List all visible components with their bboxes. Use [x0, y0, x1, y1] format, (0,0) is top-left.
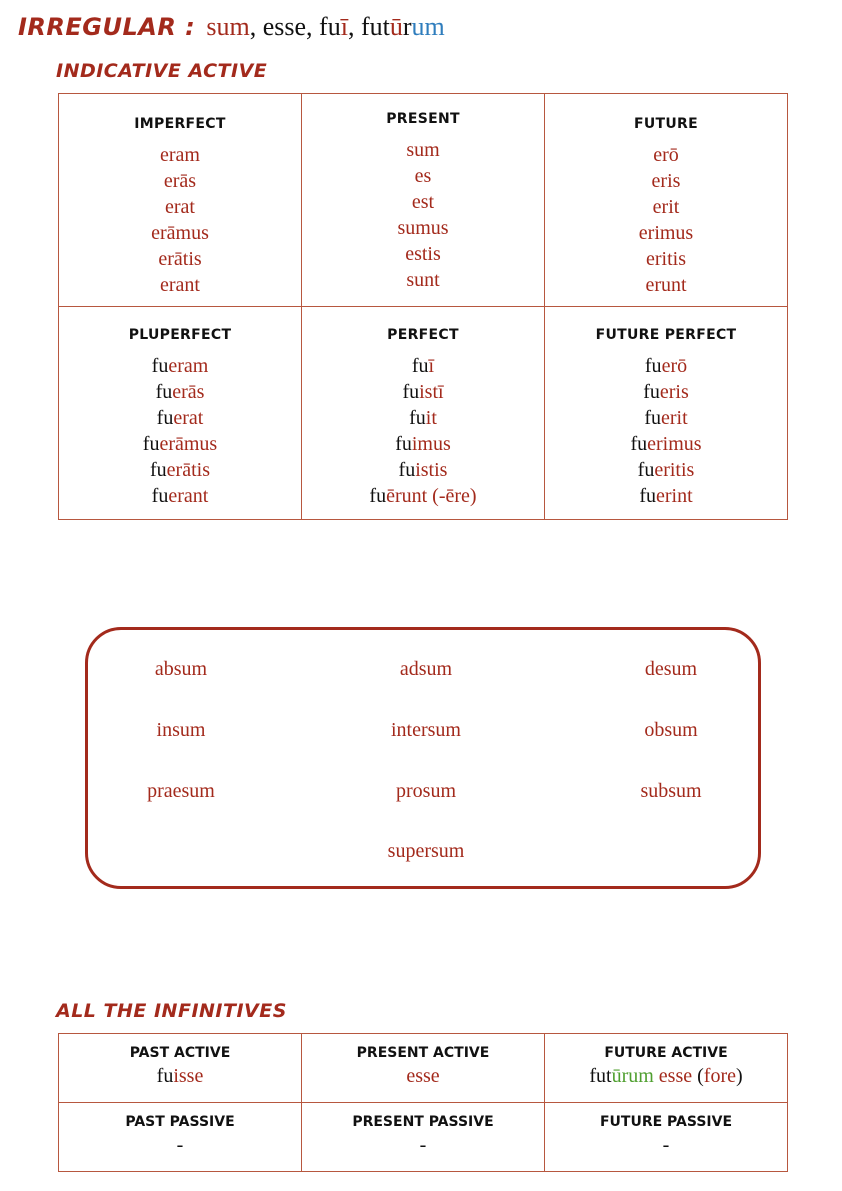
future-active-header: FUTURE ACTIVE — [604, 1045, 728, 1061]
future-perfect-forms — [545, 353, 787, 509]
ending: erāmus — [159, 433, 218, 455]
form — [302, 353, 544, 379]
stem: fu — [150, 459, 167, 481]
stem: fu — [644, 355, 662, 377]
form — [545, 431, 787, 457]
form — [302, 431, 544, 457]
future-active-value — [545, 1063, 787, 1089]
stem: fu — [398, 459, 416, 481]
compound-word: adsum — [399, 658, 453, 680]
present-active-cell — [302, 1034, 545, 1103]
form: erunt — [645, 274, 687, 296]
form: erit — [652, 196, 680, 218]
ending: erātis — [166, 459, 210, 481]
compound-word: supersum — [387, 840, 465, 862]
imperfect-header: IMPERFECT — [134, 116, 226, 132]
compound-word: absum — [154, 658, 208, 680]
paren-open: ( — [692, 1065, 704, 1087]
alt-ending: (-ēre) — [427, 485, 477, 507]
stem: fu — [156, 1065, 174, 1087]
fut-esse: esse — [653, 1065, 693, 1087]
stem: fu — [155, 381, 173, 403]
form — [545, 483, 787, 509]
pp-fut-r: r — [402, 12, 412, 41]
stem: fu — [644, 407, 661, 429]
form — [302, 483, 544, 509]
form — [302, 379, 544, 405]
compound-word: desum — [644, 658, 698, 680]
infinitives-heading: ALL THE INFINITIVES — [56, 1000, 287, 1022]
present-passive-value: - — [419, 1134, 427, 1156]
ending: erimus — [647, 433, 702, 455]
stem: fu — [151, 355, 169, 377]
present-passive-header: PRESENT PASSIVE — [352, 1114, 494, 1130]
future-passive-cell — [545, 1103, 788, 1172]
fut-stem: fut — [589, 1065, 612, 1087]
future-passive-value: - — [662, 1134, 670, 1156]
indicative-table — [58, 93, 788, 520]
form — [59, 483, 301, 509]
pluperfect-cell — [59, 307, 302, 520]
pp-fui-ending: ī — [340, 12, 348, 41]
stem: fu — [639, 485, 656, 507]
imperfect-forms — [59, 142, 301, 298]
form: erant — [160, 274, 200, 296]
perfect-cell — [302, 307, 545, 520]
compound-word: subsum — [640, 780, 702, 802]
stem: fu — [411, 355, 429, 377]
stem: fu — [369, 485, 387, 507]
form: erās — [163, 170, 197, 192]
paren-close: ) — [735, 1065, 743, 1087]
compounds-box — [85, 627, 761, 889]
page-title: IRREGULAR : — [18, 13, 196, 41]
form: erātis — [158, 248, 202, 270]
ending: erant — [168, 485, 209, 507]
ending: erit — [661, 407, 688, 429]
stem: fu — [151, 485, 169, 507]
ending: ī — [428, 355, 435, 377]
ending: eritis — [654, 459, 695, 481]
compound-word: obsum — [644, 719, 698, 741]
ending: istī — [419, 381, 444, 403]
perfect-header: PERFECT — [387, 327, 459, 343]
stem: fu — [409, 407, 426, 429]
future-cell — [545, 94, 788, 307]
form: eram — [160, 144, 200, 166]
compound-word: insum — [156, 719, 206, 741]
compound-word: prosum — [396, 780, 456, 802]
future-active-cell — [545, 1034, 788, 1103]
compound-word: intersum — [391, 719, 461, 741]
ending: it — [425, 407, 437, 429]
form: erimus — [638, 222, 694, 244]
form: sumus — [397, 217, 449, 239]
past-active-header: PAST ACTIVE — [129, 1045, 231, 1061]
ending: eram — [168, 355, 209, 377]
ending: isse — [173, 1065, 204, 1087]
form — [545, 457, 787, 483]
ending: eris — [659, 381, 689, 403]
form — [302, 405, 544, 431]
form — [545, 379, 787, 405]
pp-esse: , esse, fu — [249, 12, 341, 41]
form — [59, 379, 301, 405]
stem: fu — [395, 433, 412, 455]
present-cell — [302, 94, 545, 307]
ending: erat — [173, 407, 204, 429]
form — [59, 457, 301, 483]
form: eris — [651, 170, 681, 192]
present-header: PRESENT — [386, 111, 460, 127]
form — [545, 353, 787, 379]
form: es — [414, 165, 432, 187]
form — [302, 457, 544, 483]
ending: istis — [415, 459, 448, 481]
future-forms — [545, 142, 787, 298]
form: eritis — [646, 248, 686, 270]
perfect-forms — [302, 353, 544, 509]
title-row — [18, 12, 445, 46]
future-passive-header: FUTURE PASSIVE — [599, 1114, 733, 1130]
future-perfect-header: FUTURE PERFECT — [595, 327, 737, 343]
past-active-cell — [59, 1034, 302, 1103]
form: sunt — [406, 269, 440, 291]
pp-fut-u: ū — [389, 12, 403, 41]
stem: fu — [630, 433, 648, 455]
form — [545, 405, 787, 431]
stem: fu — [142, 433, 160, 455]
form: erat — [165, 196, 195, 218]
form — [59, 353, 301, 379]
past-passive-cell — [59, 1103, 302, 1172]
form: sum — [406, 139, 440, 161]
present-active-value: esse — [406, 1065, 440, 1087]
compound-word: praesum — [147, 780, 215, 802]
pp-sum: sum — [206, 12, 250, 41]
pp-fut-stem: , fut — [347, 12, 390, 41]
form: est — [411, 191, 435, 213]
form — [59, 431, 301, 457]
future-header: FUTURE — [634, 116, 698, 132]
imperfect-cell — [59, 94, 302, 307]
fut-ending: ūrum — [611, 1065, 654, 1087]
principal-parts — [206, 12, 444, 41]
future-perfect-cell — [545, 307, 788, 520]
ending: erās — [172, 381, 205, 403]
form — [59, 405, 301, 431]
ending: erō — [661, 355, 688, 377]
stem: fu — [643, 381, 660, 403]
ending: ērunt — [386, 485, 428, 507]
present-active-header: PRESENT ACTIVE — [356, 1045, 490, 1061]
indicative-heading: INDICATIVE ACTIVE — [56, 60, 268, 82]
past-active-value — [59, 1063, 301, 1089]
past-passive-value: - — [176, 1134, 184, 1156]
ending: erint — [656, 485, 693, 507]
stem: fu — [156, 407, 174, 429]
form: erō — [653, 144, 679, 166]
fore: fore — [703, 1065, 736, 1087]
form: estis — [405, 243, 441, 265]
stem: fu — [637, 459, 655, 481]
pluperfect-forms — [59, 353, 301, 509]
pluperfect-header: PLUPERFECT — [128, 327, 232, 343]
infinitives-table — [58, 1033, 788, 1172]
pp-fut-um: um — [411, 12, 445, 41]
past-passive-header: PAST PASSIVE — [125, 1114, 235, 1130]
ending: imus — [411, 433, 451, 455]
form: erāmus — [151, 222, 209, 244]
present-forms — [302, 137, 544, 293]
stem: fu — [402, 381, 420, 403]
present-passive-cell — [302, 1103, 545, 1172]
